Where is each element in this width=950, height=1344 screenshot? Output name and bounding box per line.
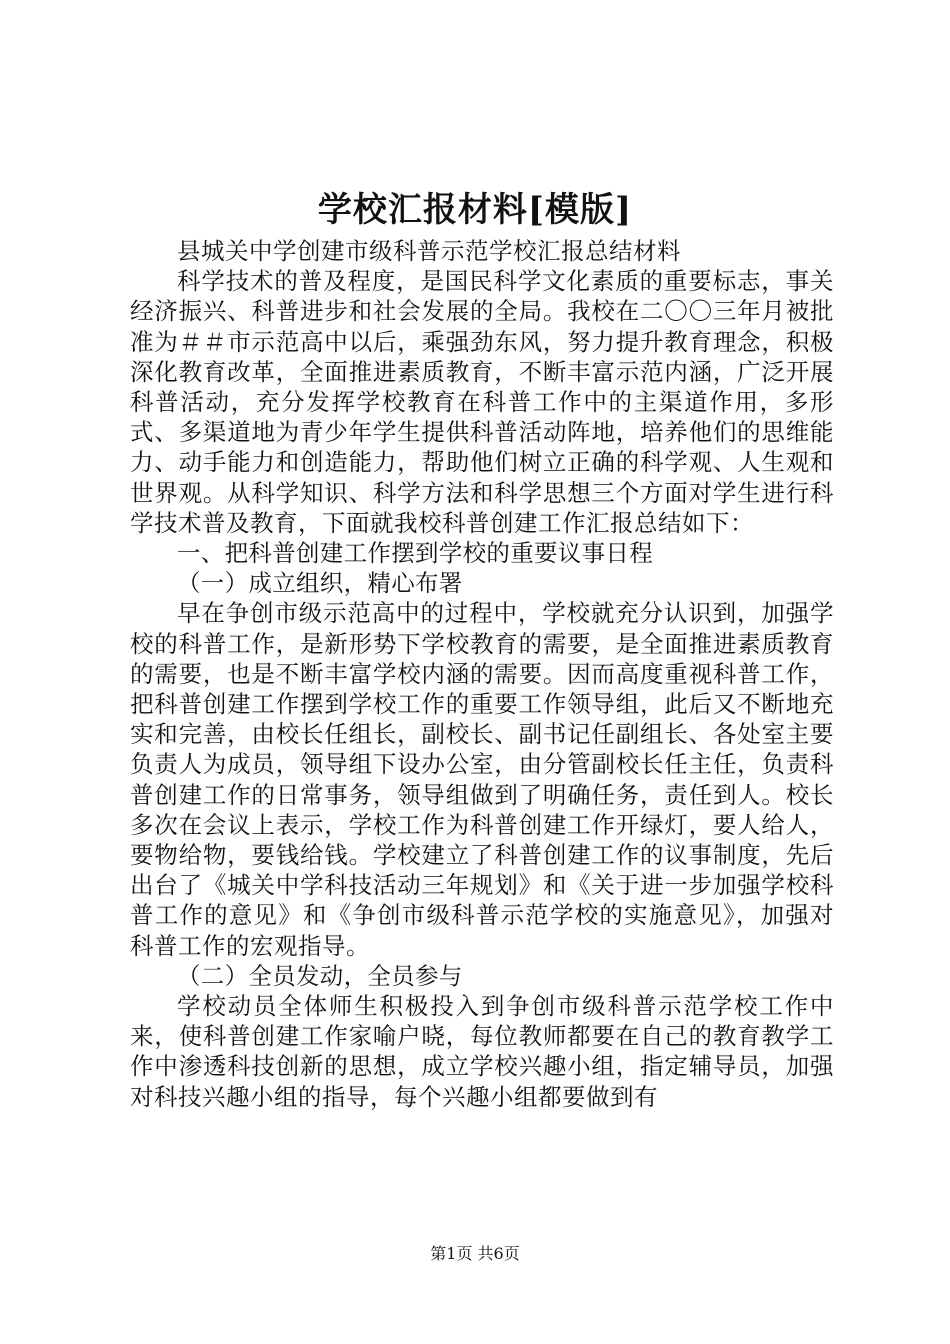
body-paragraph-2: 学校动员全体师生积极投入到争创市级科普示范学校工作中来，使科普创建工作家喻户晓，每位教师都要在自己的教育教学工作中渗透科技创新的思想，成立学校兴趣小组，指定辅导员，加强对科技兴趣小组的指导，每个兴趣小组都要做到有 — [130, 992, 834, 1111]
subsection-heading-2: （二）全员发动，全员参与 — [177, 961, 463, 990]
page-number-footer: 第1页 共6页 — [430, 1244, 520, 1263]
subtitle-paragraph: 县城关中学创建市级科普示范学校汇报总结材料 — [177, 237, 681, 265]
document-body — [130, 236, 834, 1112]
section-heading-1: 一、把科普创建工作摆到学校的重要议事日程 — [177, 539, 653, 568]
intro-paragraph: 科学技术的普及程度，是国民科学文化素质的重要标志，事关经济振兴、科普进步和社会发展的全局。我校在二〇〇三年月被批准为＃＃市示范高中以后，乘强劲东风，努力提升教育理念，积极深化教育改革，全面推进素质教育，不断丰富示范内涵，广泛开展科普活动，充分发挥学校教育在科普工作中的主渠道作用，多形式、多渠道地为青少年学生提供科普活动阵地，培养他们的思维能力、动手能力和创造能力，帮助他们树立正确的科学观、人生观和世界观。从科学知识、科学方法和科学思想三个方面对学生进行科学技术普及教育，下面就我校科普创建工作汇报总结如下： — [130, 267, 834, 537]
subsection-heading-1: （一）成立组织，精心布署 — [177, 569, 463, 598]
body-paragraph-1: 早在争创市级示范高中的过程中，学校就充分认识到，加强学校的科普工作，是新形势下学校教育的需要，是全面推进素质教育的需要，也是不断丰富学校内涵的需要。因而高度重视科普工作，把科普创建工作摆到学校工作的重要工作领导组，此后又不断地充实和完善，由校长任组长，副校长、副书记任副组长、各处室主要负责人为成员，领导组下设办公室，由分管副校长任主任，负责科普创建工作的日常事务，领导组做到了明确任务，责任到人。校长多次在会议上表示，学校工作为科普创建工作开绿灯，要人给人，要物给物，要钱给钱。学校建立了科普创建工作的议事制度，先后出台了《城关中学科技活动三年规划》和《关于进一步加强学校科普工作的意见》和《争创市级科普示范学校的实施意见》，加强对科普工作的宏观指导。 — [130, 599, 834, 960]
document-title: 学校汇报材料[模版] — [317, 190, 633, 230]
